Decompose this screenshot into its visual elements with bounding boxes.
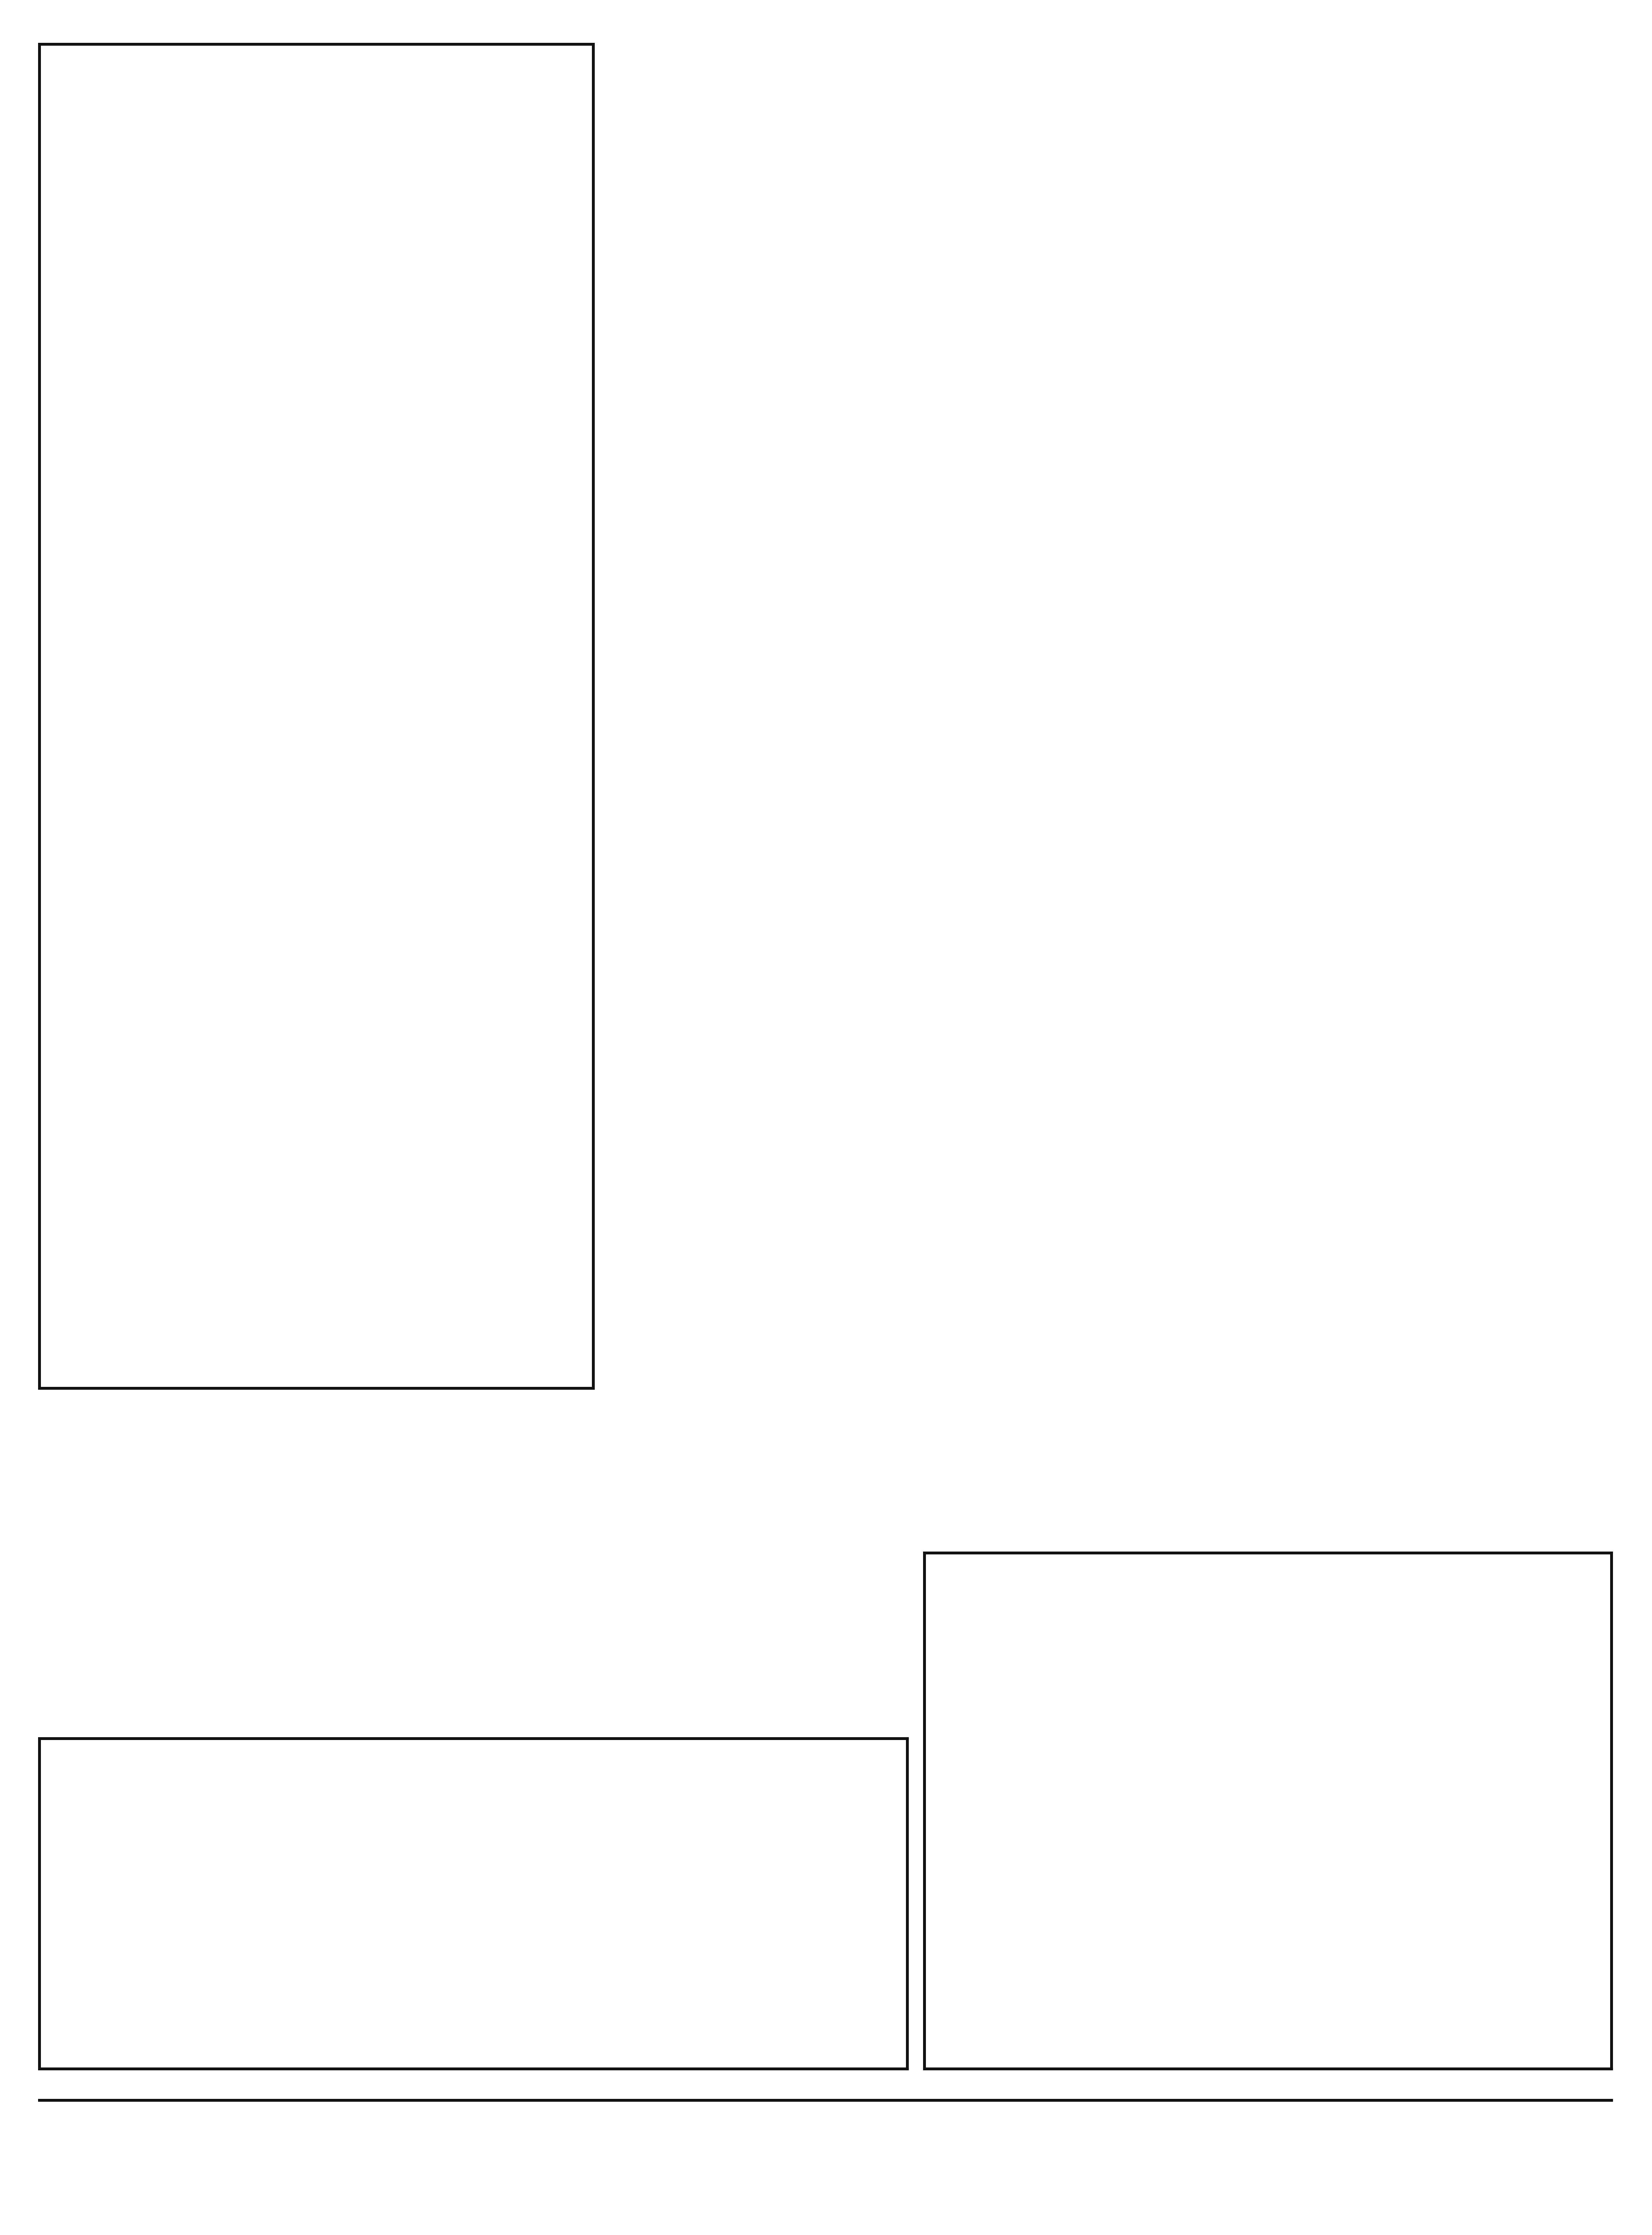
lost-items-section [38,1404,600,1713]
braga-article [614,852,899,1328]
magazine-ad [923,1552,1613,2070]
weather-section [38,43,595,1390]
footer-right [899,2104,1613,2161]
footer-rule [38,2099,1613,2102]
pilot-article [614,1337,899,1623]
restaurant-ad [38,1737,909,2070]
editor-article [614,43,899,842]
apollo-article [1256,976,1613,1499]
footer-left [38,2104,752,2161]
